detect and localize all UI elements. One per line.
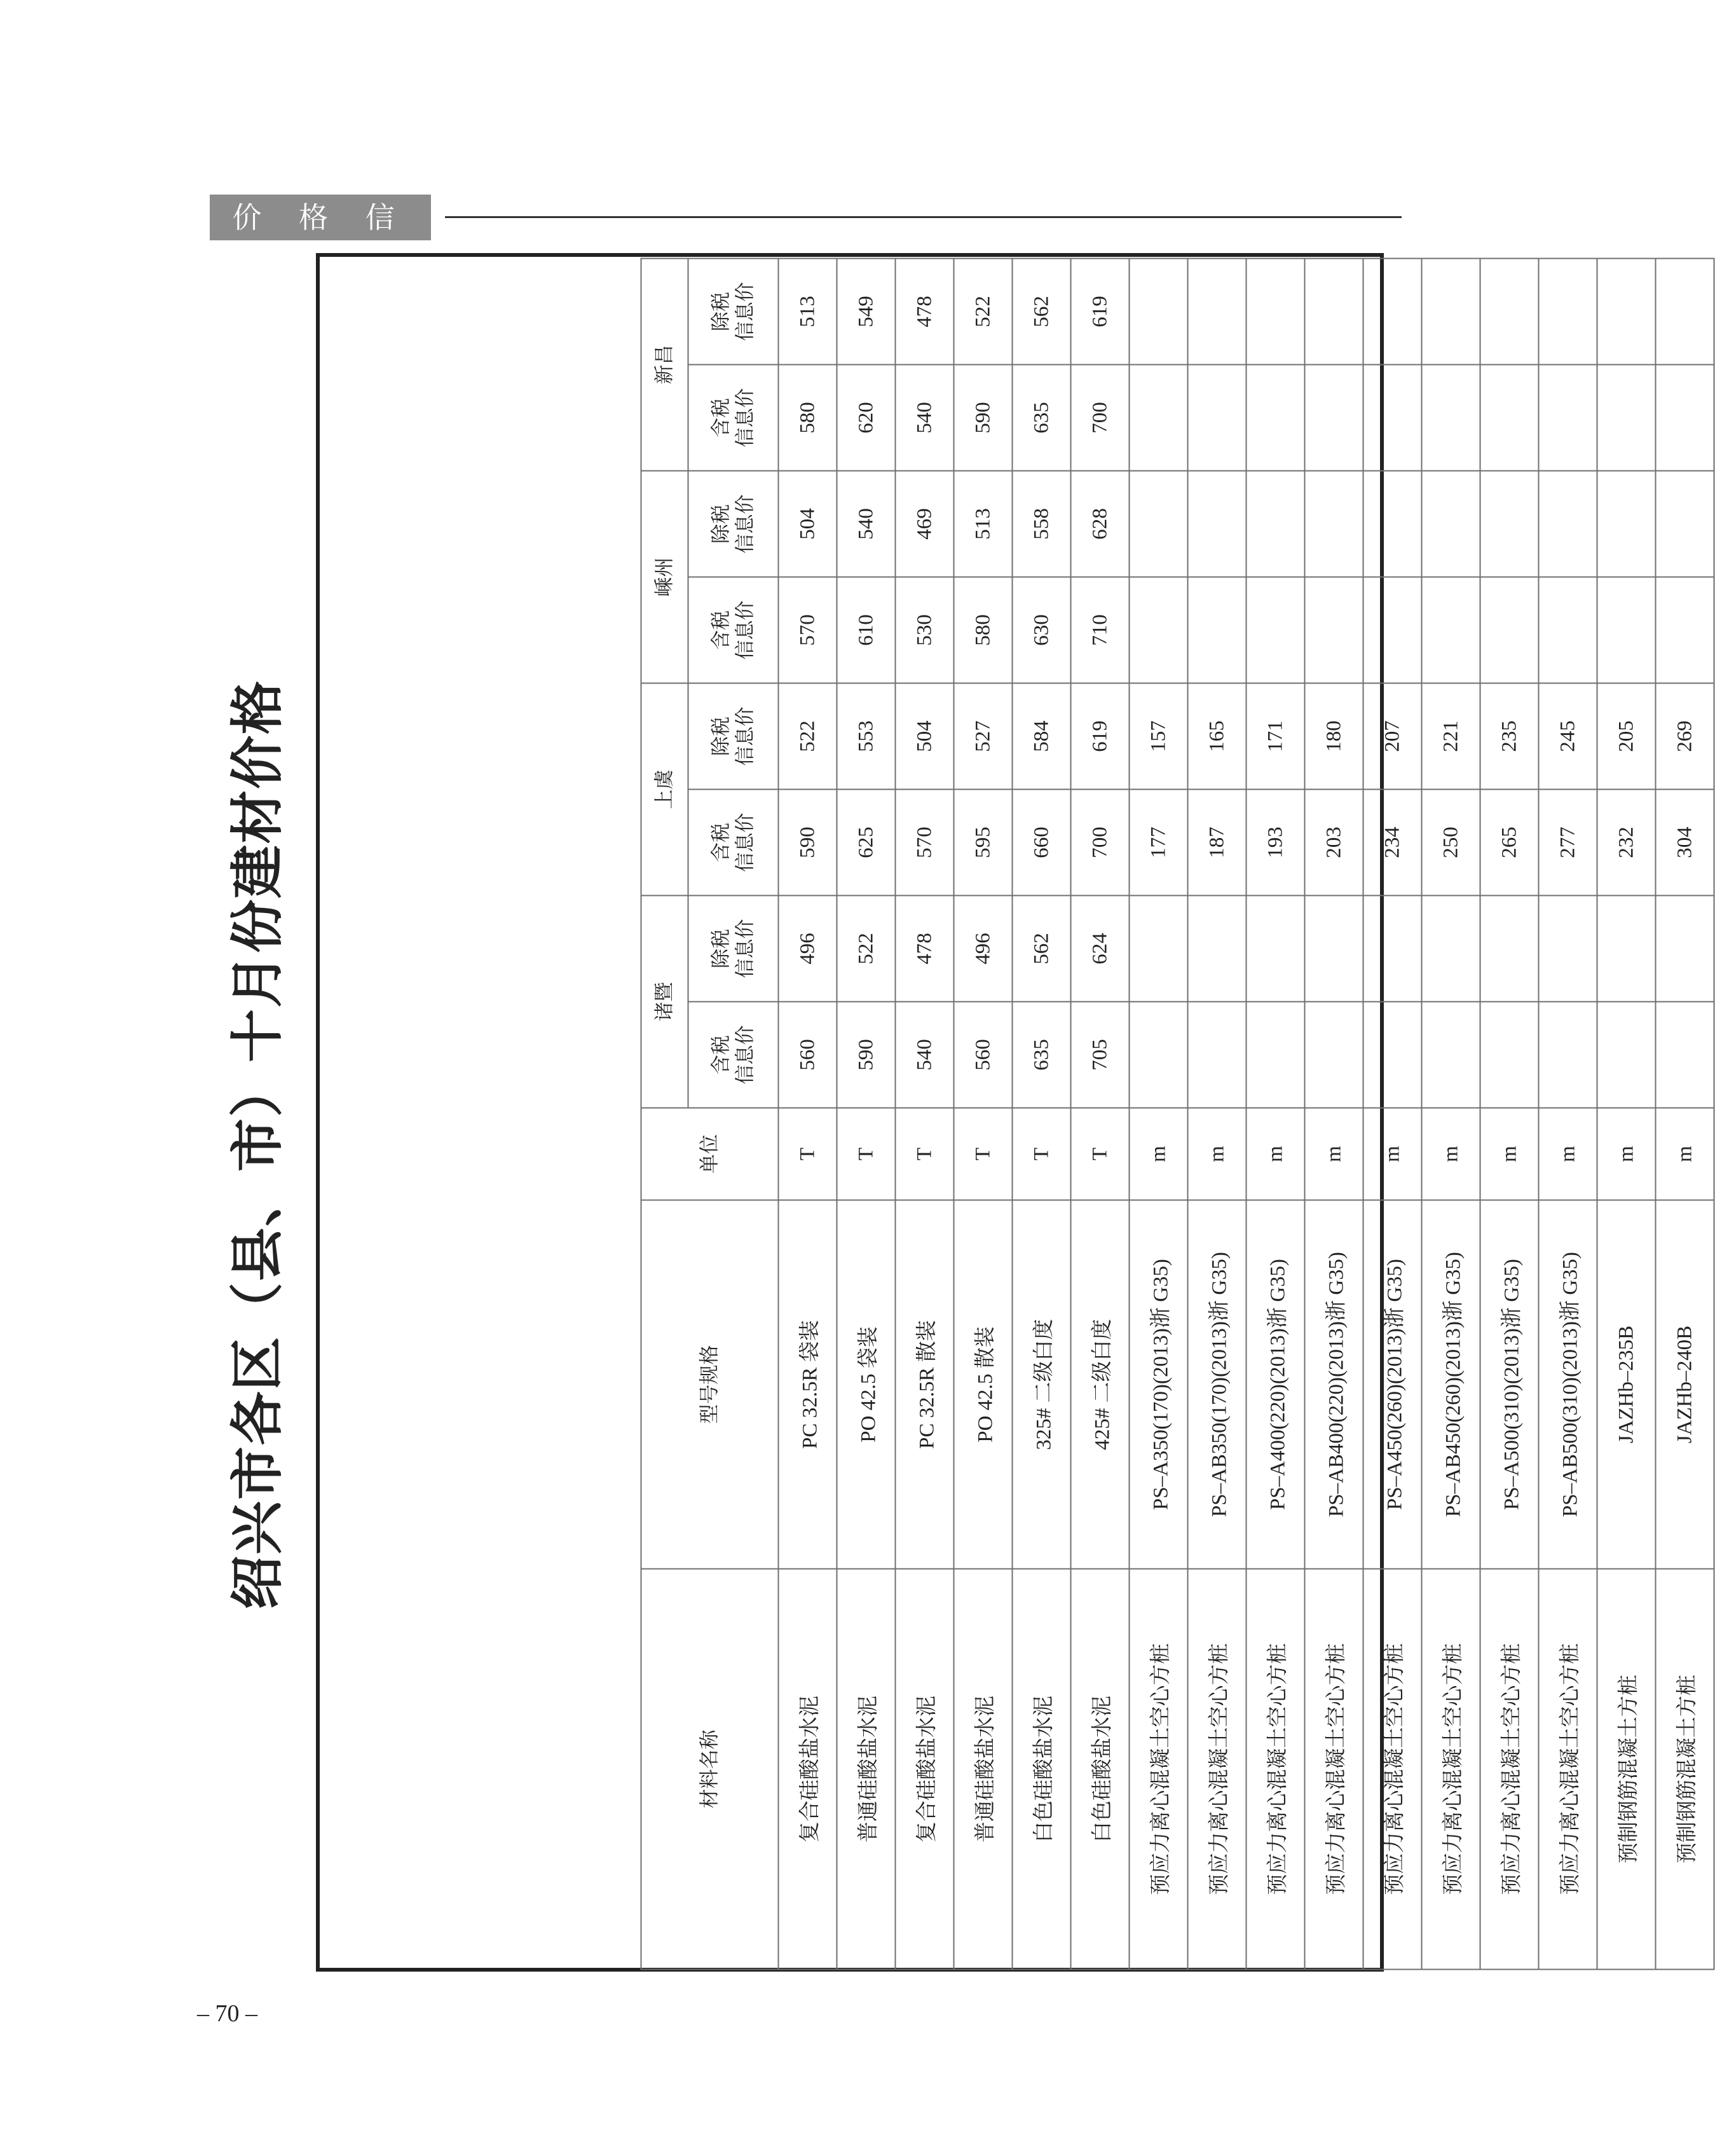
cell-price-incl-tax: 560 — [954, 1002, 1013, 1108]
cell-price-incl-tax — [1539, 1002, 1597, 1108]
cell-price-incl-tax — [1188, 1002, 1247, 1108]
cell-price-excl-tax — [1363, 259, 1422, 365]
cell-price-incl-tax: 700 — [1071, 790, 1130, 896]
cell-material-name: 预制钢筋混凝土方桩 — [1597, 1569, 1656, 1970]
cell-price-excl-tax: 171 — [1247, 683, 1305, 790]
cell-spec: PO 42.5 散装 — [954, 1200, 1013, 1569]
cell-unit: m — [1480, 1108, 1539, 1200]
cell-price-excl-tax: 180 — [1305, 683, 1363, 790]
cell-price-incl-tax: 705 — [1071, 1002, 1130, 1108]
cell-price-excl-tax — [1597, 259, 1656, 365]
cell-price-excl-tax: 527 — [954, 683, 1013, 790]
cell-price-excl-tax: 205 — [1597, 683, 1656, 790]
cell-price-incl-tax — [1188, 365, 1247, 471]
cell-price-incl-tax: 635 — [1013, 1002, 1071, 1108]
cell-price-incl-tax: 187 — [1188, 790, 1247, 896]
cell-price-excl-tax — [1188, 471, 1247, 577]
cell-material-name: 预应力离心混凝土空心方桩 — [1363, 1569, 1422, 1970]
cell-material-name: 预应力离心混凝土空心方桩 — [1539, 1569, 1597, 1970]
cell-price-excl-tax — [1597, 471, 1656, 577]
cell-price-excl-tax — [1130, 471, 1188, 577]
header-incl-tax: 含税 信息价 — [688, 1002, 779, 1108]
cell-price-excl-tax — [1480, 259, 1539, 365]
cell-price-incl-tax: 590 — [837, 1002, 896, 1108]
cell-price-excl-tax — [1656, 896, 1714, 1002]
header-row-regions — [641, 259, 688, 1970]
cell-price-excl-tax: 496 — [954, 896, 1013, 1002]
cell-price-incl-tax: 630 — [1013, 577, 1071, 683]
cell-price-excl-tax — [1305, 259, 1363, 365]
cell-unit: m — [1130, 1108, 1188, 1200]
cell-price-excl-tax — [1247, 896, 1305, 1002]
table-row — [779, 259, 837, 1970]
cell-price-incl-tax — [1422, 1002, 1480, 1108]
cell-material-name: 预应力离心混凝土空心方桩 — [1130, 1569, 1188, 1970]
cell-price-incl-tax — [1363, 1002, 1422, 1108]
cell-price-excl-tax: 513 — [779, 259, 837, 365]
cell-price-incl-tax: 660 — [1013, 790, 1071, 896]
cell-material-name: 预应力离心混凝土空心方桩 — [1305, 1569, 1363, 1970]
cell-price-excl-tax: 478 — [896, 896, 954, 1002]
cell-price-incl-tax: 580 — [779, 365, 837, 471]
cell-price-excl-tax: 584 — [1013, 683, 1071, 790]
cell-price-incl-tax: 570 — [896, 790, 954, 896]
cell-price-excl-tax: 562 — [1013, 896, 1071, 1002]
cell-price-excl-tax: 558 — [1013, 471, 1071, 577]
cell-price-incl-tax: 177 — [1130, 790, 1188, 896]
rotated-table-wrapper — [641, 259, 1701, 1970]
cell-unit: T — [779, 1108, 837, 1200]
cell-price-excl-tax — [1539, 471, 1597, 577]
cell-price-incl-tax — [1597, 365, 1656, 471]
header-incl-tax: 含税 信息价 — [688, 577, 779, 683]
cell-price-excl-tax — [1188, 259, 1247, 365]
price-table-frame — [316, 253, 1698, 1972]
table-row — [1656, 259, 1714, 1970]
cell-price-excl-tax — [1539, 896, 1597, 1002]
cell-price-incl-tax: 710 — [1071, 577, 1130, 683]
header-region-xinchang: 新昌 — [641, 259, 688, 471]
cell-price-incl-tax: 203 — [1305, 790, 1363, 896]
header-excl-tax: 除税 信息价 — [688, 896, 779, 1002]
cell-price-excl-tax: 562 — [1013, 259, 1071, 365]
cell-price-incl-tax: 304 — [1656, 790, 1714, 896]
price-table-body — [779, 259, 1714, 1970]
cell-price-incl-tax — [1480, 365, 1539, 471]
cell-price-excl-tax — [1188, 896, 1247, 1002]
cell-price-incl-tax: 610 — [837, 577, 896, 683]
cell-spec: PS–A400(220)(2013)浙 G35) — [1247, 1200, 1305, 1569]
cell-price-incl-tax — [1188, 577, 1247, 683]
cell-material-name: 普通硅酸盐水泥 — [837, 1569, 896, 1970]
cell-spec: PS–A500(310)(2013)浙 G35) — [1480, 1200, 1539, 1569]
cell-price-incl-tax: 590 — [779, 790, 837, 896]
cell-price-excl-tax: 504 — [779, 471, 837, 577]
cell-price-incl-tax — [1656, 577, 1714, 683]
cell-price-incl-tax — [1130, 365, 1188, 471]
cell-price-incl-tax: 570 — [779, 577, 837, 683]
cell-price-excl-tax — [1247, 259, 1305, 365]
cell-price-incl-tax — [1247, 365, 1305, 471]
cell-unit: m — [1363, 1108, 1422, 1200]
header-excl-tax: 除税 信息价 — [688, 683, 779, 790]
cell-price-incl-tax: 560 — [779, 1002, 837, 1108]
cell-price-excl-tax — [1130, 896, 1188, 1002]
cell-spec: PS–AB500(310)(2013)浙 G35) — [1539, 1200, 1597, 1569]
cell-price-incl-tax: 635 — [1013, 365, 1071, 471]
cell-price-incl-tax: 277 — [1539, 790, 1597, 896]
cell-spec: PS–AB350(170)(2013)浙 G35) — [1188, 1200, 1247, 1569]
cell-unit: T — [896, 1108, 954, 1200]
cell-price-excl-tax: 478 — [896, 259, 954, 365]
header-region-shangyu: 上虞 — [641, 683, 688, 896]
cell-spec: PO 42.5 袋装 — [837, 1200, 896, 1569]
cell-price-excl-tax — [1247, 471, 1305, 577]
cell-price-incl-tax — [1597, 1002, 1656, 1108]
cell-unit: m — [1188, 1108, 1247, 1200]
table-row — [1305, 259, 1363, 1970]
cell-price-incl-tax — [1539, 577, 1597, 683]
table-row — [1188, 259, 1247, 1970]
cell-price-excl-tax: 522 — [779, 683, 837, 790]
cell-spec: 325# 二级白度 — [1013, 1200, 1071, 1569]
cell-unit: m — [1247, 1108, 1305, 1200]
cell-price-excl-tax: 522 — [954, 259, 1013, 365]
table-row — [1130, 259, 1188, 1970]
cell-price-excl-tax: 165 — [1188, 683, 1247, 790]
cell-price-excl-tax: 207 — [1363, 683, 1422, 790]
cell-price-excl-tax — [1422, 471, 1480, 577]
cell-unit: m — [1305, 1108, 1363, 1200]
cell-price-excl-tax — [1480, 471, 1539, 577]
header-excl-tax: 除税 信息价 — [688, 471, 779, 577]
cell-spec: 425# 二级白度 — [1071, 1200, 1130, 1569]
cell-price-incl-tax — [1305, 577, 1363, 683]
header-incl-tax: 含税 信息价 — [688, 365, 779, 471]
cell-spec: PC 32.5R 散装 — [896, 1200, 954, 1569]
cell-price-incl-tax — [1656, 365, 1714, 471]
cell-price-excl-tax — [1656, 259, 1714, 365]
cell-price-incl-tax: 530 — [896, 577, 954, 683]
cell-material-name: 普通硅酸盐水泥 — [954, 1569, 1013, 1970]
cell-price-incl-tax: 595 — [954, 790, 1013, 896]
cell-price-incl-tax — [1539, 365, 1597, 471]
table-row — [896, 259, 954, 1970]
cell-price-excl-tax: 624 — [1071, 896, 1130, 1002]
cell-price-incl-tax — [1305, 1002, 1363, 1108]
cell-material-name: 预应力离心混凝土空心方桩 — [1188, 1569, 1247, 1970]
cell-price-excl-tax: 221 — [1422, 683, 1480, 790]
cell-material-name: 预应力离心混凝土空心方桩 — [1480, 1569, 1539, 1970]
cell-price-incl-tax: 590 — [954, 365, 1013, 471]
cell-price-excl-tax: 628 — [1071, 471, 1130, 577]
header-region-zhuji: 诸暨 — [641, 896, 688, 1108]
cell-price-excl-tax — [1539, 259, 1597, 365]
cell-unit: m — [1422, 1108, 1480, 1200]
price-table — [641, 258, 1715, 1970]
cell-price-incl-tax — [1247, 577, 1305, 683]
cell-price-incl-tax: 625 — [837, 790, 896, 896]
header-excl-tax: 除税 信息价 — [688, 259, 779, 365]
cell-spec: JAZHb–240B — [1656, 1200, 1714, 1569]
cell-material-name: 预应力离心混凝土空心方桩 — [1422, 1569, 1480, 1970]
table-row — [837, 259, 896, 1970]
header-region-shengzhou: 嵊州 — [641, 471, 688, 683]
page-title: 绍兴市各区（县、市）十月份建材价格 — [226, 680, 289, 1610]
cell-price-incl-tax: 620 — [837, 365, 896, 471]
cell-material-name: 复合硅酸盐水泥 — [896, 1569, 954, 1970]
cell-unit: T — [1013, 1108, 1071, 1200]
cell-price-incl-tax — [1363, 365, 1422, 471]
table-row — [1363, 259, 1422, 1970]
cell-unit: m — [1656, 1108, 1714, 1200]
cell-spec: PC 32.5R 袋装 — [779, 1200, 837, 1569]
cell-material-name: 复合硅酸盐水泥 — [779, 1569, 837, 1970]
cell-spec: PS–AB400(220)(2013)浙 G35) — [1305, 1200, 1363, 1569]
section-tag: 价 格 信 息 — [210, 195, 431, 240]
cell-price-excl-tax: 504 — [896, 683, 954, 790]
cell-price-incl-tax — [1130, 577, 1188, 683]
table-row — [1013, 259, 1071, 1970]
cell-price-incl-tax — [1422, 577, 1480, 683]
table-row — [1422, 259, 1480, 1970]
cell-spec: PS–A350(170)(2013)浙 G35) — [1130, 1200, 1188, 1569]
cell-material-name: 白色硅酸盐水泥 — [1013, 1569, 1071, 1970]
cell-price-excl-tax — [1363, 896, 1422, 1002]
table-row — [1480, 259, 1539, 1970]
cell-price-excl-tax: 553 — [837, 683, 896, 790]
table-row — [1247, 259, 1305, 1970]
table-row — [1597, 259, 1656, 1970]
cell-price-excl-tax — [1480, 896, 1539, 1002]
cell-price-excl-tax: 619 — [1071, 259, 1130, 365]
cell-material-name: 预制钢筋混凝土方桩 — [1656, 1569, 1714, 1970]
cell-price-incl-tax — [1480, 577, 1539, 683]
cell-price-incl-tax: 193 — [1247, 790, 1305, 896]
cell-price-incl-tax — [1363, 577, 1422, 683]
cell-price-incl-tax — [1656, 1002, 1714, 1108]
cell-unit: T — [1071, 1108, 1130, 1200]
cell-price-excl-tax: 522 — [837, 896, 896, 1002]
cell-price-incl-tax: 540 — [896, 365, 954, 471]
cell-price-incl-tax — [1480, 1002, 1539, 1108]
cell-price-excl-tax — [1305, 471, 1363, 577]
cell-price-excl-tax: 540 — [837, 471, 896, 577]
table-row — [954, 259, 1013, 1970]
cell-price-excl-tax — [1422, 259, 1480, 365]
header-unit: 单位 — [641, 1108, 779, 1200]
page-number: – 70 – — [197, 2000, 257, 2027]
cell-price-excl-tax — [1130, 259, 1188, 365]
cell-unit: m — [1597, 1108, 1656, 1200]
cell-price-incl-tax: 580 — [954, 577, 1013, 683]
cell-price-incl-tax: 265 — [1480, 790, 1539, 896]
cell-spec: PS–A450(260)(2013)浙 G35) — [1363, 1200, 1422, 1569]
cell-price-excl-tax: 157 — [1130, 683, 1188, 790]
cell-price-incl-tax: 540 — [896, 1002, 954, 1108]
cell-material-name: 预应力离心混凝土空心方桩 — [1247, 1569, 1305, 1970]
header-spec: 型号规格 — [641, 1200, 779, 1569]
table-row — [1539, 259, 1597, 1970]
cell-price-excl-tax — [1305, 896, 1363, 1002]
cell-price-incl-tax: 250 — [1422, 790, 1480, 896]
cell-price-incl-tax: 700 — [1071, 365, 1130, 471]
cell-price-excl-tax — [1422, 896, 1480, 1002]
cell-price-excl-tax: 549 — [837, 259, 896, 365]
cell-price-excl-tax — [1363, 471, 1422, 577]
header-material-name: 材料名称 — [641, 1569, 779, 1970]
header-incl-tax: 含税 信息价 — [688, 790, 779, 896]
cell-price-excl-tax: 235 — [1480, 683, 1539, 790]
cell-unit: T — [837, 1108, 896, 1200]
table-row — [1071, 259, 1130, 1970]
cell-price-excl-tax — [1656, 471, 1714, 577]
cell-price-excl-tax: 469 — [896, 471, 954, 577]
cell-price-excl-tax: 619 — [1071, 683, 1130, 790]
cell-price-incl-tax — [1305, 365, 1363, 471]
header-divider — [445, 216, 1402, 218]
cell-price-excl-tax: 269 — [1656, 683, 1714, 790]
cell-price-incl-tax — [1422, 365, 1480, 471]
cell-material-name: 白色硅酸盐水泥 — [1071, 1569, 1130, 1970]
cell-price-incl-tax — [1130, 1002, 1188, 1108]
cell-price-incl-tax — [1247, 1002, 1305, 1108]
cell-unit: T — [954, 1108, 1013, 1200]
cell-price-incl-tax: 232 — [1597, 790, 1656, 896]
cell-price-incl-tax — [1597, 577, 1656, 683]
cell-price-excl-tax — [1597, 896, 1656, 1002]
cell-price-excl-tax: 245 — [1539, 683, 1597, 790]
cell-spec: JAZHb–235B — [1597, 1200, 1656, 1569]
cell-price-excl-tax: 513 — [954, 471, 1013, 577]
cell-price-excl-tax: 496 — [779, 896, 837, 1002]
cell-spec: PS–AB450(260)(2013)浙 G35) — [1422, 1200, 1480, 1569]
cell-unit: m — [1539, 1108, 1597, 1200]
cell-price-incl-tax: 234 — [1363, 790, 1422, 896]
